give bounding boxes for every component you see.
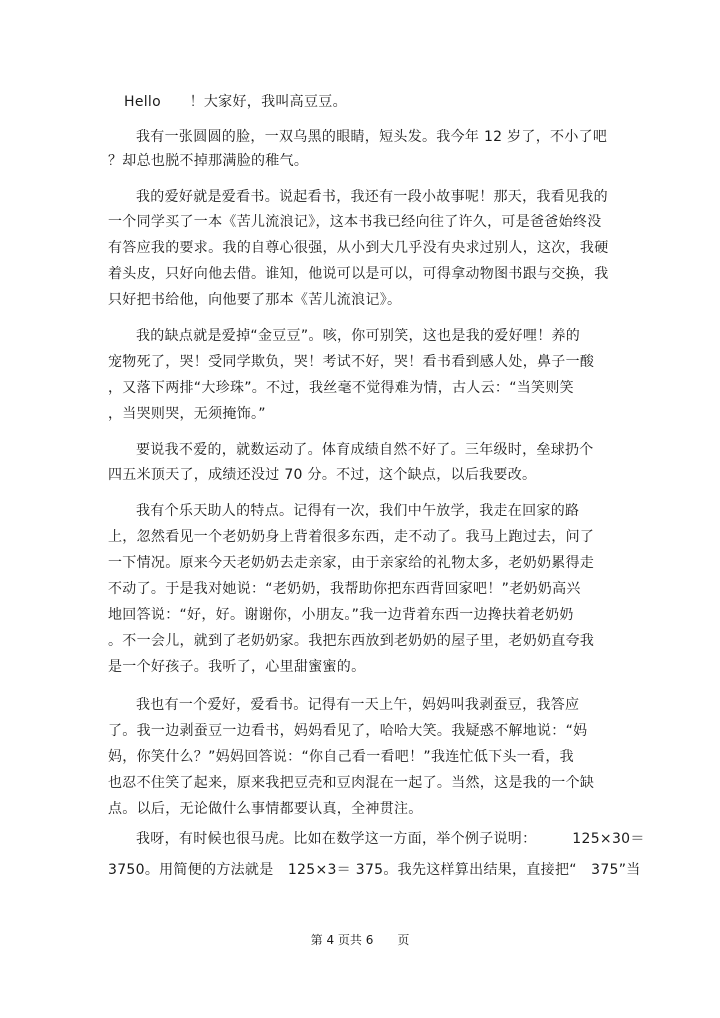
text-line: 要说我不爱的，就数运动了。体育成绩自然不好了。三年级时，垒球扔个 <box>136 442 594 458</box>
text-line: 3750。用简便的方法就是 125×3＝ 375。我先这样算出结果，直接把“ 375”当 <box>108 862 641 878</box>
text-line: 我的缺点就是爱掉“金豆豆”。咳，你可别笑，这也是我的爱好哩！养的 <box>136 328 581 344</box>
text-line: 上，忽然看见一个老奶奶身上背着很多东西，走不动了。我马上跑过去，问了 <box>108 529 595 545</box>
text-line: 。不一会儿，就到了老奶奶家。我把东西放到老奶奶的屋子里，老奶奶直夸我 <box>108 633 595 649</box>
text-line: 我有个乐天助人的特点。记得有一次，我们中午放学，我走在回家的路 <box>136 503 580 519</box>
text-line: 也忍不住笑了起来，原来我把豆壳和豆肉混在一起了。当然，这是我的一个缺 <box>108 775 595 791</box>
text-line: 了。我一边剥蚕豆一边看书，妈妈看见了，哈哈大笑。我疑惑不解地说：“妈 <box>108 723 588 739</box>
text-line: ，当哭则哭，无须掩饰。” <box>108 406 266 422</box>
text-line: 宠物死了，哭！受同学欺负，哭！考试不好，哭！看书看到感人处，鼻子一酸 <box>108 354 595 370</box>
text-line: ？却总也脱不掉那满脸的稚气。 <box>108 153 309 169</box>
text-line: 不动了。于是我对她说：“老奶奶，我帮助你把东西背回家吧！”老奶奶高兴 <box>108 581 581 597</box>
text-line: 我的爱好就是爱看书。说起看书，我还有一段小故事呢！那天，我看见我的 <box>136 189 608 205</box>
text-line: 地回答说：“好，好。谢谢你，小朋友。”我一边背着东西一边搀扶着老奶奶 <box>108 607 574 623</box>
text-line: 我也有一个爱好，爱看书。记得有一天上午，妈妈叫我剥蚕豆，我答应 <box>136 697 580 713</box>
text-line: 一个同学买了一本《苦儿流浪记》，这本书我已经向往了许久，可是爸爸始终没 <box>108 214 602 230</box>
page-number-footer: 第 4 页共 6 页 <box>310 933 410 947</box>
text-line: ，又落下两排“大珍珠”。不过，我丝毫不觉得难为情，古人云：“当笑则笑 <box>108 380 574 396</box>
text-line: 一下情况。原来今天老奶奶去走亲家，由于亲家给的礼物太多，老奶奶累得走 <box>108 555 595 571</box>
text-line: 有答应我的要求。我的自尊心很强，从小到大几乎没有央求过别人，这次，我硬 <box>108 240 609 256</box>
greeting-line: Hello ！大家好，我叫高豆豆。 <box>124 94 347 110</box>
text-line: 只好把书给他，向他要了那本《苦儿流浪记》。 <box>108 292 402 308</box>
text-line: 是一个好孩子。我听了，心里甜蜜蜜的。 <box>108 659 366 675</box>
text-line: 四五米顶天了，成绩还没过 70 分。不过，这个缺点，以后我要改。 <box>108 467 537 483</box>
text-line: 着头皮，只好向他去借。谁知，他说可以是可以，可得拿动物图书跟与交换，我 <box>108 266 609 282</box>
text-line: 妈，你笑什么？”妈妈回答说：“你自己看一看吧！”我连忙低下头一看，我 <box>108 749 574 765</box>
text-line: 我呀，有时候也很马虎。比如在数学这一方面，举个例子说明： 125×30＝ <box>136 831 645 847</box>
text-line: 点。以后，无论做什么事情都要认真，全神贯注。 <box>108 801 423 817</box>
text-line: 我有一张圆圆的脸，一双乌黑的眼睛，短头发。我今年 12 岁了，不小了吧 <box>136 129 608 145</box>
